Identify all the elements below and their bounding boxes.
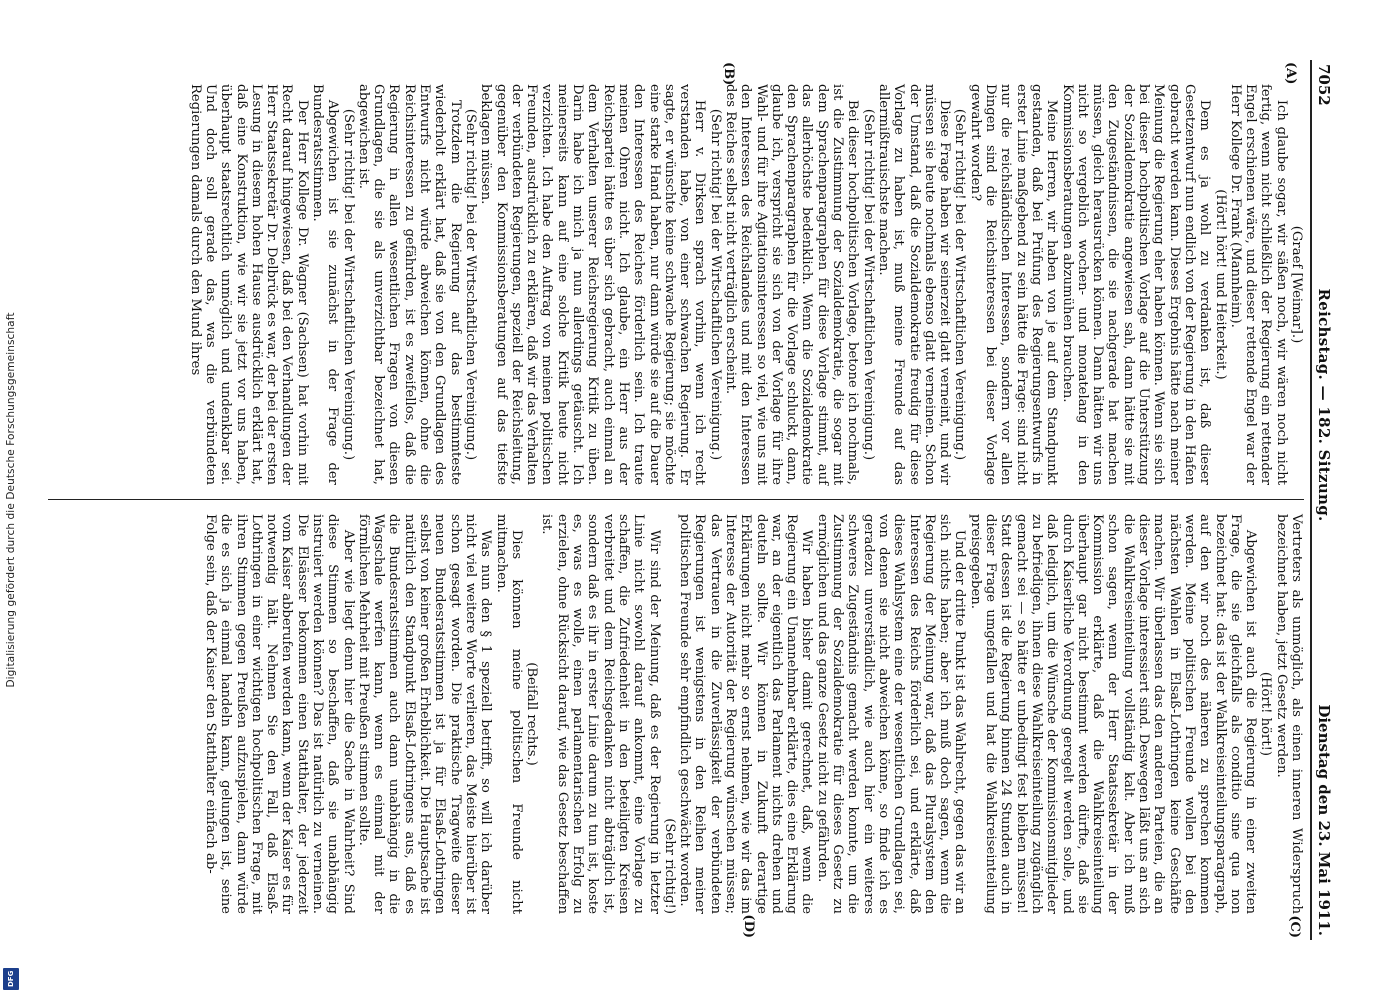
scanned-page-viewport xyxy=(48,60,1338,940)
paragraph: Wir sind der Meinung, daß es der Regierung in letzter Linie nicht sowohl darauf ankommt, eine Vorlage zu schaffen, die Zufriedenheit in den beteiligten Kreisen verbreitet und dem Reichsgedanken nicht abträglich ist, sondern daß es ihr in erster Linie darum zu tun ist, koste es, was es wolle, einen parlamentarischen Erfolg zu erzielen, ohne Rücksicht darauf, wie das Gesetz beschaffen ist. xyxy=(539,514,662,914)
paragraph: Bei dieser hochpolitischen Vorlage, betone ich nochmals, ist die Zustimmung der Sozialdemokratie, die sogar mit dem Sprachenparagraphen für diese Vorlage stimmt, auf das allerhöchste bedenklich. Wenn die Sozialdemokratie den Sprachenparagraphen für die Vorlage schluckt, dann, glaube ich, verspricht sie sich von der Vorlage für ihre Wahl- und für ihre Agitationsinteressen so viel, wie uns mit den Interessen des Reichslandes und mit den Interessen des Reiches selbst nicht verträglich erscheint. xyxy=(723,84,861,485)
right-column xyxy=(48,500,1304,940)
interjection: (Sehr richtig! bei der Wirtschaftlichen Vereinigung.) xyxy=(952,108,968,461)
page-header xyxy=(1310,60,1338,940)
paragraph: Ich glaube sogar, wir säßen noch, wir wären noch nicht fertig, wenn nicht schließlich der Regierung ein rettender Engel erschienen wäre, und dieser rettende Engel war der Herr Kollege Dr. Frank (Mannheim). xyxy=(1227,84,1289,485)
interjection: (Hört! hört! und Heiterkeit.) xyxy=(1212,189,1228,380)
speaker-name: (Graef [Weimar].) xyxy=(1289,225,1304,344)
paragraph: Der Herr Kollege Dr. Wagner (Sachsen) hat vorhin mit Recht darauf hingewiesen, daß bei den Verhandlungen der Herr Staatssekretär Dr. Delbrück es war, der bei der ersten Lesung in diesem hohen Hause ausdrücklich erklärt hat, daß eine Konstruktion, wie wir sie jetzt vor uns haben, überhaupt staatsrechtlich unmöglich und undenkbar sei. Und doch soll gerade das, was die verbündeten Regierungen damals durch den Mund ihres xyxy=(187,84,310,485)
interjection: (Sehr richtig! bei der Wirtschaftlichen Vereinigung.) xyxy=(340,108,356,461)
session-title: Reichstag. — 182. Sitzung. xyxy=(1315,288,1333,522)
scanned-page xyxy=(48,60,1338,940)
dfg-logo: DFG xyxy=(3,968,19,990)
interjection: (Sehr richtig!) xyxy=(661,818,677,914)
paragraph: Diese Frage haben wir seinerzeit glatt verneint, und wir müssen sie heute nochmals ebenso glatt verneinen. Schon der Umstand, daß die Sozialdemokratie freudig für diese Vorlage zu haben ist, muß meine Freunde auf das allermißtrauischste machen. xyxy=(875,84,953,485)
interjection: (Hört! hört!) xyxy=(1258,671,1274,757)
left-column xyxy=(48,60,1304,500)
interjection: (Sehr richtig! bei der Wirtschaftlichen Vereinigung.) xyxy=(707,108,723,461)
paragraph: Herr v. Dirksen sprach vorhin, wenn ich recht verstanden habe, von einer schwachen Regierung. Er sagte, er wünschte keine schwache Regierung; sie möchte eine starke Hand haben, nur dann würde sie auf die Dauer den Interessen des Reiches förderlich sein. Ich traute meinen Ohren nicht. Ich glaube, ein Herr aus der Reichspartei hätte es über sich gebracht, auch einmal an dem Verhalten unserer Reichsregierung Kritik zu üben. Darin habe ich mich ja nun allerdings getäuscht. Ich meinerseits kann auf eine solche Kritik heute nicht verzichten. Ich habe den Auftrag von meinen politischen Freunden, ausdrücklich zu erklären, daß wir das Verhalten der verbündeten Regierungen, speziell der Reichsleitung, gegenüber den Kommissionsberatungen auf das tiefste beklagen müssen. xyxy=(478,84,708,485)
paragraph: Wir haben bisher damit gerechnet, daß, wenn die Regierung ein Unannehmbar erklärte, dies eine Erklärung war, an der eigentlich das Parlament nichts drehen und deuteln sollte. Wir können in Zukunft derartige Erklärungen nicht mehr so ernst nehmen, wie wir das im Interesse der Autorität der Regierung wünschen müssen; das Vertrauen in die Zuverlässigkeit der verbündeten Regierungen ist wenigstens in den Reihen meiner politischen Freunde sehr empfindlich geschwächt worden. xyxy=(677,514,815,914)
paragraph: Was nun den § 1 speziell betrifft, so will ich darüber nicht viel weitere Worte verlieren, das Meiste hierüber ist schon gesagt worden. Die praktische Tragweite dieser neuen Bundesratsstimmen ist ja für Elsaß-Lothringen selbst von keiner großen Erheblichkeit. Die Hauptsache ist natürlich den Standpunkt Elsaß-Lothringens aus, daß es die Bundesratsstimmen auch dann unabhängig in die Wagschale werfen kann, wenn es einmal mit der förmlichen Mehrheit mit Preußen stimmen sollte. xyxy=(355,514,494,914)
margin-marker-d: (D) xyxy=(741,914,756,938)
paragraph: Meine Herren, wir haben von je auf dem Standpunkt gestanden, daß bei Prüfung des Regierungsentwurfs in erster Linie maßgebend zu sein hätte die Frage: sind nicht nur die reichsländischen Interessen, sondern vor allen Dingen sind die Reichsinteressen bei dieser Vorlage gewahrt worden? xyxy=(967,84,1060,485)
side-credit-bar xyxy=(0,0,22,1000)
margin-marker-a: (A) xyxy=(1283,62,1298,85)
paragraph: Abgewichen ist auch die Regierung in einer zweiten Frage, die sie gleichfalls als conditio sine qua non bezeichnet hat: das ist der Wahlkreiseinteilungsparagraph, auf den wir noch des näheren zu sprechen kommen werden. Meine politischen Freunde wollen bei den nächsten Wahlen in Elsaß-Lothringen keine Geschäfte machen. Wir überlassen das den anderen Parteien, die an dieser Vorlage interessiert sind. Deswegen läßt uns an sich die Wahlkreiseinteilung vollständig kalt. Aber ich muß schon sagen, wenn der Herr Staatssekretär in der Kommission erklärte, daß die Wahlkreiseinteilung überhaupt gar nicht bestimmt werden dürfte, daß sie durch Kaiserliche Verordnung geregelt werden solle, und daß lediglich, um die Wünsche der Kommissionsmitglieder zu befriedigen, ihnen diese Wahlkreiseinteilung zugänglich gemacht sei — so hätte er unbedingt fest bleiben müssen! Statt dessen ist die Regierung binnen 24 Stunden auch in dieser Frage umgefallen und hat die Wahlkreiseinteilung preisgegeben. xyxy=(967,514,1259,914)
paragraph: Dies können meine politischen Freunde nicht mitmachen. xyxy=(493,514,524,914)
paragraph: Trotzdem die Regierung auf das bestimmteste wiederholt erklärt hat, daß sie von den Grundlagen des Entwurfs nicht würde abweichen können, ohne die Reichsinteressen zu gefährden, ist es zweifellos, daß die Regierung in allen wesentlichen Fragen von diesen Grundlagen, die sie als unverzichtbar bezeichnet hat, abgewichen ist. xyxy=(355,84,463,485)
margin-marker-c: (C) xyxy=(1287,915,1302,938)
page-number: 7052 xyxy=(1315,64,1333,106)
margin-marker-b: (B) xyxy=(721,62,736,86)
interjection: (Beifall rechts.) xyxy=(524,662,540,766)
paragraph: Und der dritte Punkt ist das Wahlrecht, gegen das wir an sich nichts haben; aber ich muß doch sagen, wenn die Regierung der Meinung war, daß das Pluralsystem den Interessen des Reichs förderlich sei, und erklärte, daß dieses Wahlsystem eine der wesentlichen Grundlagen sei, von denen sie nicht abweichen könne, so finde ich es geradezu unverständlich, wie auch hier ein weiteres schweres Zugeständnis gemacht werden konnte, um die Zustimmung der Sozialdemokratie für dieses Gesetz zu ermöglichen und das ganze Gesetz nicht zu gefährden. xyxy=(814,514,968,914)
interjection: (Sehr richtig! bei der Wirtschaftlichen Vereinigung.) xyxy=(860,108,876,461)
paragraph: Vertreters als unmöglich, als einen inneren Widerspruch bezeichnet haben, jetzt Gesetz werden. xyxy=(1273,514,1304,914)
paragraph: Aber wie liegt denn hier die Sache in Wahrheit? Sind diese Stimmen so beschaffen, daß sie unabhängig instruiert werden können? Das ist natürlich zu verneinen. Die Elsässer bekommen einen Statthalter, der jederzeit vom Kaiser abberufen werden kann, wenn der Kaiser es für notwendig hält. Nehmen Sie den Fall, daß Elsaß-Lothringen in einer wichtigen hochpolitischen Frage, mit ihren Stimmen gegen Preußen aufzuspielen, dann würde die es sich ja einmal handeln kann, gelungen ist, seine Folge sein, daß der Kaiser den Statthalter einfach ab- xyxy=(202,514,356,914)
session-date: Dienstag den 23. Mai 1911. xyxy=(1315,704,1333,936)
text-columns xyxy=(48,60,1304,940)
digitization-credit: Digitalisierung gefördert durch die Deutsche Forschungsgemeinschaft xyxy=(5,312,17,688)
interjection: (Sehr richtig! bei der Wirtschaftlichen Vereinigung.) xyxy=(462,108,478,461)
paragraph: Dem es ja wohl zu verdanken ist, daß dieser Gesetzentwurf nun endlich von der Regierung in den Hafen gebracht werden kann. Dieses Ergebnis hätte nach meiner Meinung die Regierung eher haben können. Wenn sie sich bei dieser hochpolitischen Vorlage auf die Unterstützung der Sozialdemokratie angewiesen sah, dann hätte sie mit den Zugeständnissen, die sie nachgerade hat machen müssen, gleich herausrücken können. Dann hätten wir uns nicht so vergeblich wochen- und monatelang in den Kommissionsberatungen abzumühen brauchen. xyxy=(1059,84,1213,485)
paragraph: Abgewichen ist sie zunächst in der Frage der Bundesratsstimmen. xyxy=(310,84,341,485)
